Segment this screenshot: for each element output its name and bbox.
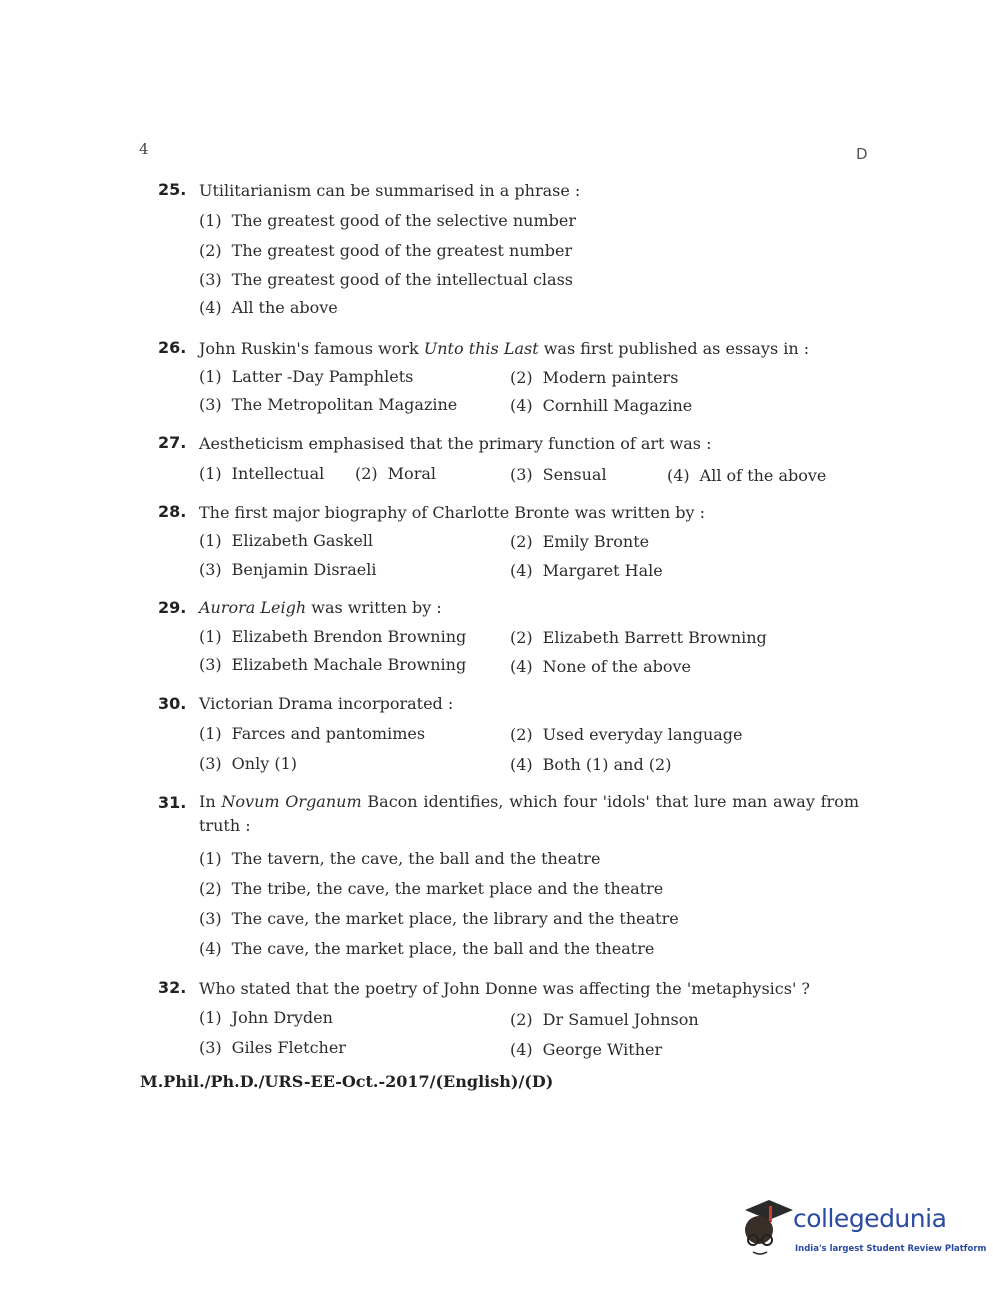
logo-brand-text: collegedunia — [793, 1204, 947, 1233]
set-code: D — [856, 145, 868, 163]
exam-code-footer: M.Phil./Ph.D./URS-EE-Oct.-2017/(English)/(D) — [140, 1072, 554, 1091]
option: (2) The tribe, the cave, the market place and the theatre — [199, 879, 664, 898]
option: (4) Margaret Hale — [510, 561, 663, 580]
option: (4) All the above — [199, 298, 338, 317]
option: (1) John Dryden — [199, 1008, 333, 1027]
question-text: In Novum Organum Bacon identifies, which four 'idols' that lure man away from truth : — [199, 792, 860, 835]
option: (1) Latter -Day Pamphlets — [199, 367, 414, 386]
option: (2) Modern painters — [510, 368, 679, 387]
question-number: 31. — [158, 793, 187, 812]
option: (3) Elizabeth Machale Browning — [199, 655, 467, 674]
question-number: 25. — [158, 180, 187, 199]
question-text: Aurora Leigh was written by : — [199, 598, 442, 617]
option: (4) All of the above — [667, 466, 827, 485]
page-number: 4 — [139, 140, 149, 158]
option: (2) Elizabeth Barrett Browning — [510, 628, 767, 647]
option: (4) The cave, the market place, the ball and the theatre — [199, 939, 655, 958]
question-number: 29. — [158, 598, 187, 617]
question-text: Utilitarianism can be summarised in a phrase : — [199, 181, 581, 200]
question-number: 26. — [158, 338, 187, 357]
option: (2) Dr Samuel Johnson — [510, 1010, 699, 1029]
option: (3) The cave, the market place, the library and the theatre — [199, 909, 679, 928]
option: (1) The tavern, the cave, the ball and the theatre — [199, 849, 601, 868]
option: (2) Emily Bronte — [510, 532, 650, 551]
question-text: John Ruskin's famous work Unto this Last was first published as essays in : — [199, 339, 810, 358]
option: (4) None of the above — [510, 657, 692, 676]
option: (1) The greatest good of the selective number — [199, 211, 576, 230]
collegedunia-logo — [735, 1196, 987, 1266]
question-number: 27. — [158, 433, 187, 452]
option: (3) Only (1) — [199, 754, 297, 773]
option: (1) Intellectual — [199, 464, 325, 483]
mascot-icon — [735, 1196, 795, 1256]
option: (3) Benjamin Disraeli — [199, 560, 377, 579]
option: (2) The greatest good of the greatest number — [199, 241, 573, 260]
option: (3) Sensual — [510, 465, 607, 484]
question-number: 30. — [158, 694, 187, 713]
option: (4) George Wither — [510, 1040, 663, 1059]
question-number: 32. — [158, 978, 187, 997]
question-number: 28. — [158, 502, 187, 521]
option: (2) Moral — [355, 464, 436, 483]
option: (4) Cornhill Magazine — [510, 396, 693, 415]
question-text: Who stated that the poetry of John Donne was affecting the 'metaphysics' ? — [199, 979, 810, 998]
option: (4) Both (1) and (2) — [510, 755, 672, 774]
question-text: The first major biography of Charlotte Bronte was written by : — [199, 503, 706, 522]
question-text: Aestheticism emphasised that the primary function of art was : — [199, 434, 712, 453]
question-text: Victorian Drama incorporated : — [199, 694, 454, 713]
option: (3) Giles Fletcher — [199, 1038, 346, 1057]
option: (1) Elizabeth Gaskell — [199, 531, 374, 550]
option: (1) Farces and pantomimes — [199, 724, 426, 743]
logo-tagline: India's largest Student Review Platform — [795, 1244, 987, 1254]
option: (3) The Metropolitan Magazine — [199, 395, 458, 414]
option: (3) The greatest good of the intellectual class — [199, 270, 573, 289]
option: (2) Used everyday language — [510, 725, 743, 744]
option: (1) Elizabeth Brendon Browning — [199, 627, 467, 646]
